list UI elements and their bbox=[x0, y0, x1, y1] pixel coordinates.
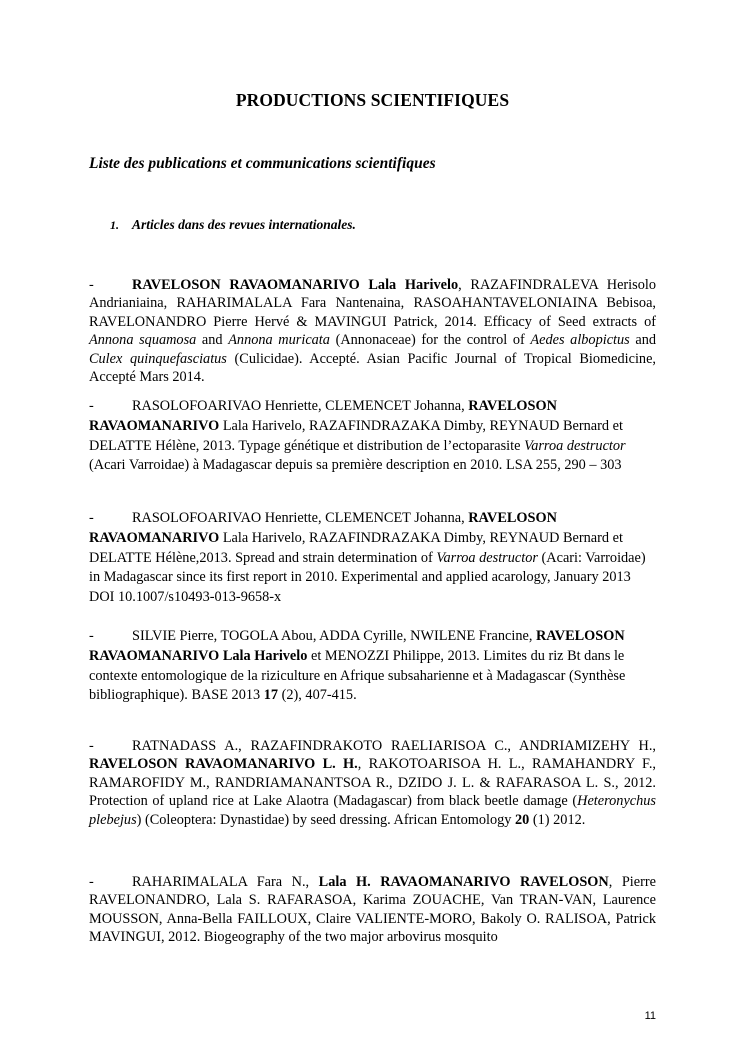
author-highlight: Lala H. RAVAOMANARIVO RAVELOSON bbox=[318, 874, 609, 890]
entry-text: RASOLOFOARIVAO Henriette, CLEMENCET Johanna, bbox=[132, 398, 469, 414]
section-number: 1. bbox=[110, 218, 119, 232]
list-dash: - bbox=[89, 277, 94, 293]
publication-entry bbox=[89, 276, 656, 386]
species-name: Varroa destructor bbox=[436, 549, 538, 566]
entry-text: et MENOZZI Philippe, 2013. Limites du riz Bt dans le contexte entomologique de la riziculture en Afrique subsaharienne et à Madagascar (Synthèse bibliographique). BASE 2013 bbox=[89, 647, 626, 704]
author-highlight: RAVELOSON RAVAOMANARIVO bbox=[89, 398, 557, 434]
page-title: PRODUCTIONS SCIENTIFIQUES bbox=[235, 90, 510, 110]
publication-entry bbox=[89, 397, 656, 476]
species-name: Culex quinquefasciatus bbox=[89, 350, 227, 367]
entry-text: (Acari: Varroidae) in Madagascar since its first report in 2010. Experimental and applied acarology, January 2013 DOI 10.1007/s10493-013-9658-x bbox=[89, 549, 646, 606]
entry-text: SILVIE Pierre, TOGOLA Abou, ADDA Cyrille, NWILENE Francine, bbox=[132, 628, 536, 644]
entry-text: and bbox=[629, 332, 657, 349]
species-name: Aedes albopictus bbox=[530, 332, 630, 349]
species-name: Heteronychus plebejus bbox=[89, 793, 656, 828]
author-highlight: RAVELOSON RAVAOMANARIVO Lala Harivelo bbox=[89, 628, 625, 664]
entry-text: (Annonaceae) for the control of bbox=[329, 332, 531, 349]
species-name: Annona muricata bbox=[228, 332, 330, 349]
list-dash: - bbox=[89, 398, 94, 414]
entry-text: Lala Harivelo, RAZAFINDRAZAKA Dimby, REYNAUD Bernard et DELATTE Hélène,2013. Spread and strain determination of bbox=[89, 529, 623, 566]
page-number: 11 bbox=[644, 1010, 656, 1022]
entry-text: , RAZAFINDRALEVA Herisolo Andrianiaina, RAHARIMALALA Fara Nantenaina, RASOAHANTAVELONIAINA Bebisoa, RAVELONANDRO Pierre Hervé & MAVINGUI Patrick, 2014. Efficacy of Seed extracts of bbox=[89, 277, 656, 330]
list-dash: - bbox=[89, 874, 94, 890]
volume-number: 17 bbox=[263, 687, 279, 704]
entry-text: RAHARIMALALA Fara N., bbox=[132, 874, 319, 890]
author-highlight: RAVELOSON RAVAOMANARIVO L. H. bbox=[89, 756, 358, 773]
author-highlight: RAVELOSON RAVAOMANARIVO bbox=[89, 510, 557, 546]
list-dash: - bbox=[89, 738, 94, 754]
entry-text: RASOLOFOARIVAO Henriette, CLEMENCET Johanna, bbox=[132, 510, 469, 526]
entry-text: , Pierre RAVELONANDRO, Lala S. RAFARASOA, Karima ZOUACHE, Van TRAN-VAN, Laurence MOUSSON, Anna-Bella FAILLOUX, Claire VALIENTE-MORO, Bakoly O. RALISOA, Patrick MAVINGUI, 2012. Biogeography of the two major arbovirus mosquito bbox=[89, 874, 656, 946]
entry-text: ) (Coleoptera: Dynastidae) by seed dressing. African Entomology bbox=[136, 811, 516, 828]
entry-text: (Acari Varroidae) à Madagascar depuis sa première description en 2010. LSA 255, 290 – 303 bbox=[89, 457, 622, 474]
list-dash: - bbox=[89, 510, 94, 526]
entry-text: Lala Harivelo, RAZAFINDRAZAKA Dimby, REYNAUD Bernard et DELATTE Hélène, 2013. Typage génétique et distribution de l’ectoparasite bbox=[89, 417, 623, 454]
entry-text: (1) 2012. bbox=[529, 811, 586, 828]
publication-entry bbox=[89, 627, 656, 706]
entry-text: (2), 407-415. bbox=[278, 687, 357, 704]
entry-text: and bbox=[196, 332, 229, 349]
author-highlight: RAVELOSON RAVAOMANARIVO Lala Harivelo bbox=[132, 277, 459, 293]
section-subtitle: Liste des publications et communications scientifiques bbox=[89, 155, 436, 172]
species-name: Annona squamosa bbox=[89, 332, 197, 349]
publication-entry bbox=[89, 737, 656, 829]
publication-entry bbox=[89, 873, 656, 947]
list-dash: - bbox=[89, 628, 94, 644]
section-label: Articles dans des revues internationales. bbox=[132, 217, 356, 232]
volume-number: 20 bbox=[515, 811, 530, 828]
section-heading bbox=[110, 217, 356, 233]
entry-text: (Culicidae). Accepté. Asian Pacific Journal of Tropical Biomedicine, Accepté Mars 2014. bbox=[89, 350, 657, 386]
entry-text: RATNADASS A., RAZAFINDRAKOTO RAELIARISOA C., ANDRIAMIZEHY H., bbox=[132, 738, 656, 754]
entry-text: , RAKOTOARISOA H. L., RAMAHANDRY F., RAMAROFIDY M., RANDRIAMANANTSOA R., DZIDO J. L. & RAFARASOA L. S., 2012. Protection of upland rice at Lake Alaotra (Madagascar) from black beetle damage ( bbox=[89, 756, 656, 810]
species-name: Varroa destructor bbox=[524, 437, 626, 454]
publication-entry bbox=[89, 509, 656, 608]
